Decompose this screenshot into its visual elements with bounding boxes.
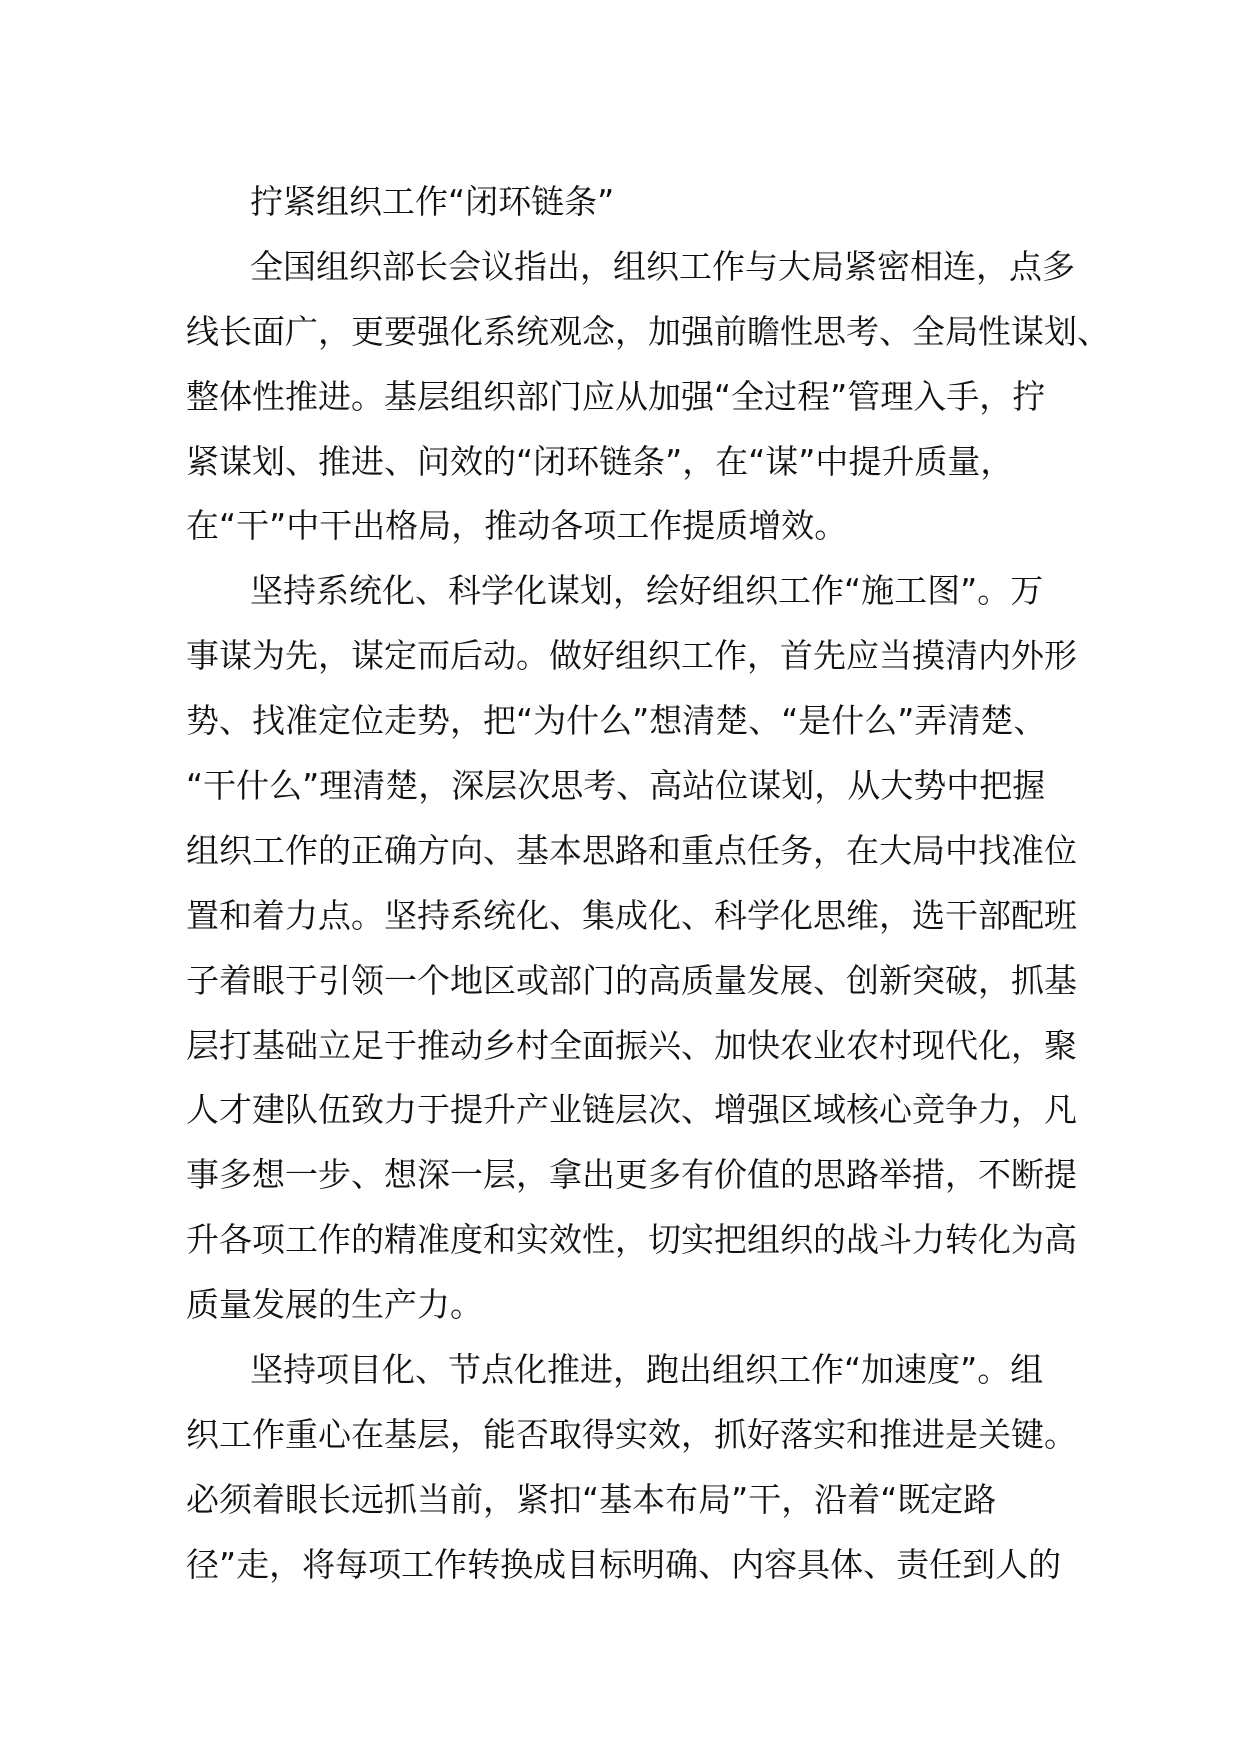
paragraph-line: “干什么”理清楚，深层次思考、高站位谋划，从大势中把握 <box>186 766 1046 806</box>
paragraph-line: 必须着眼长远抓当前，紧扣“基本布局”干，沿着“既定路 <box>186 1479 997 1519</box>
paragraphs-container <box>186 235 1110 1598</box>
paragraph-line: 在“干”中干出格局，推动各项工作提质增效。 <box>186 506 848 546</box>
paragraph-line: 坚持系统化、科学化谋划，绘好组织工作“施工图”。万 <box>250 571 1044 611</box>
paragraph-line: 置和着力点。坚持系统化、集成化、科学化思维，选干部配班 <box>186 895 1077 935</box>
paragraph-2 <box>186 559 1077 1338</box>
title-line: 拧紧组织工作“闭环链条” <box>250 182 615 221</box>
paragraph-line: 整体性推进。基层组织部门应从加强“全过程”管理入手，拧 <box>186 376 1046 416</box>
paragraph-line: 紧谋划、推进、问效的“闭环链条”，在“谋”中提升质量， <box>186 441 1014 481</box>
paragraph-line: 全国组织部长会议指出，组织工作与大局紧密相连，点多 <box>250 246 1075 286</box>
paragraph-line: 层打基础立足于推动乡村全面振兴、加快农业农村现代化，聚 <box>186 1025 1077 1065</box>
paragraph-1 <box>186 235 1110 559</box>
paragraph-3 <box>186 1338 1077 1598</box>
paragraph-line: 坚持项目化、节点化推进，跑出组织工作“加速度”。组 <box>250 1350 1044 1390</box>
paragraph-line: 质量发展的生产力。 <box>186 1285 483 1325</box>
paragraph-line: 组织工作的正确方向、基本思路和重点任务，在大局中找准位 <box>186 830 1077 870</box>
paragraph-line: 径”走，将每项工作转换成目标明确、内容具体、责任到人的 <box>186 1544 1062 1584</box>
paragraph-line: 势、找准定位走势，把“为什么”想清楚、“是什么”弄清楚、 <box>186 701 1047 741</box>
document-body <box>186 170 1110 1598</box>
paragraph-line: 织工作重心在基层，能否取得实效，抓好落实和推进是关键。 <box>186 1414 1077 1454</box>
paragraph-line: 子着眼于引领一个地区或部门的高质量发展、创新突破，抓基 <box>186 960 1077 1000</box>
document-title <box>186 170 1066 235</box>
paragraph-line: 事多想一步、想深一层，拿出更多有价值的思路举措，不断提 <box>186 1155 1077 1195</box>
paragraph-line: 升各项工作的精准度和实效性，切实把组织的战斗力转化为高 <box>186 1220 1077 1260</box>
paragraph-line: 人才建队伍致力于提升产业链层次、增强区域核心竞争力，凡 <box>186 1090 1077 1130</box>
paragraph-line: 线长面广，更要强化系统观念，加强前瞻性思考、全局性谋划、 <box>186 311 1110 351</box>
paragraph-line: 事谋为先，谋定而后动。做好组织工作，首先应当摸清内外形 <box>186 636 1077 676</box>
